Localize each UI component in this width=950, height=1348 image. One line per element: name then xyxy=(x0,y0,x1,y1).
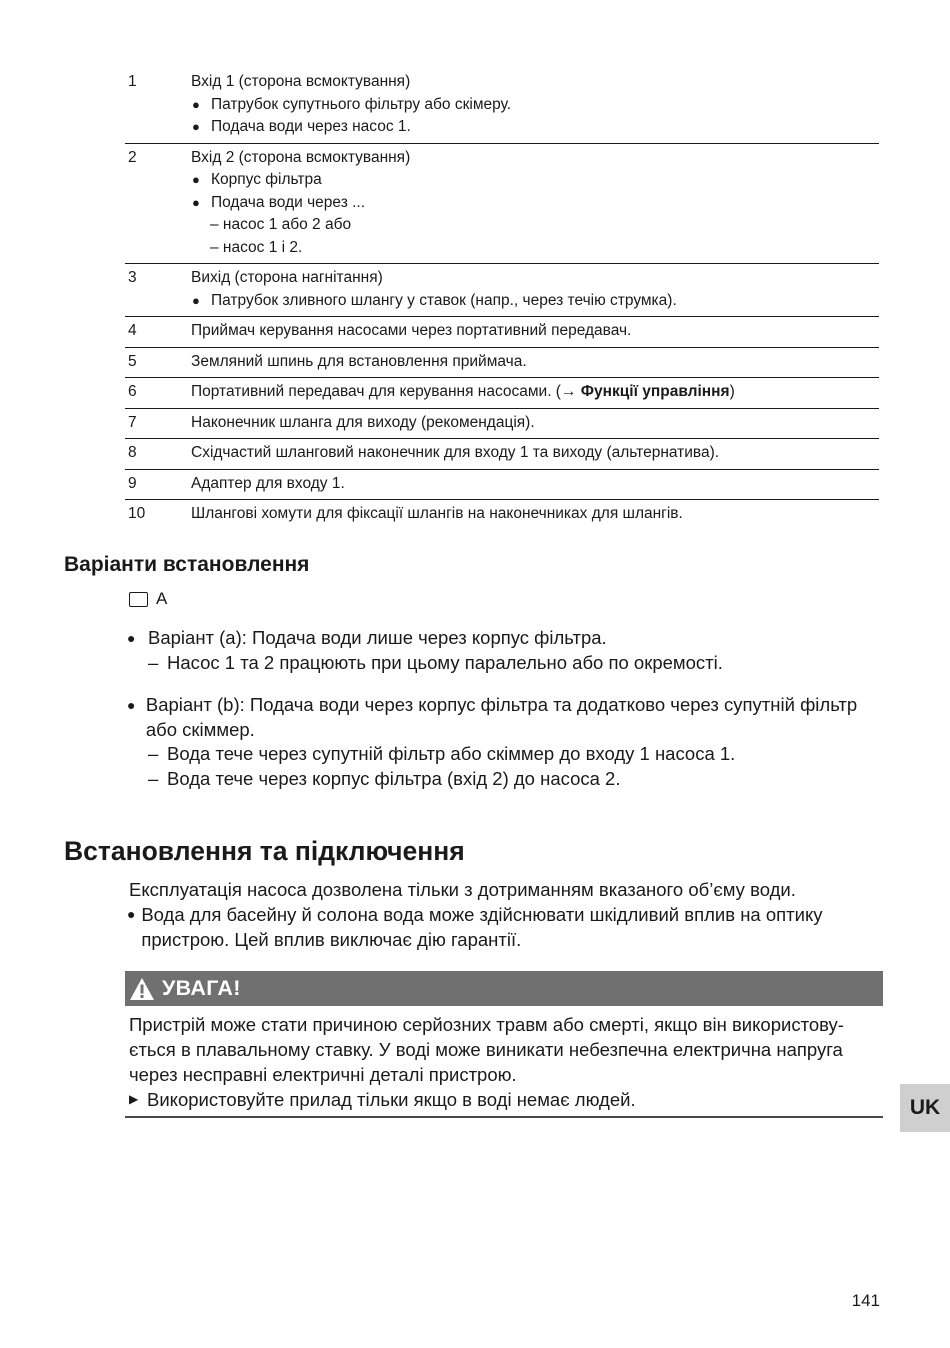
chapter-heading: Встановлення та підключення xyxy=(64,836,465,866)
warning-banner xyxy=(125,971,883,1006)
row-title: Портативний передавач для керування насосами. (→ xyxy=(191,383,581,400)
row-number: 5 xyxy=(128,352,137,370)
row-description: Земляний шпинь для встановлення приймача. xyxy=(191,352,527,370)
table-row xyxy=(125,500,879,530)
table-row xyxy=(125,144,879,265)
sub-item xyxy=(127,651,887,676)
sub-item-text: Вода тече через супутній фільтр або скіммер до входу 1 насоса 1. xyxy=(167,743,736,764)
bullet-text: Подача води через ... xyxy=(211,193,366,211)
section-heading: Варіанти встановлення xyxy=(64,553,310,576)
table-row xyxy=(125,439,879,470)
table-row xyxy=(125,378,879,409)
row-number: 7 xyxy=(128,413,137,431)
bullet-icon: ● xyxy=(192,96,200,112)
table-row xyxy=(125,470,879,501)
language-tab: UK xyxy=(900,1084,950,1132)
sub-item-text: Насос 1 та 2 працюють при цьому паралельно або по окремості. xyxy=(167,651,723,673)
bullet-text: Варіант (a): Подача води лише через корпус фільтра. xyxy=(148,627,607,648)
row-description: Шлангові хомути для фіксації шлангів на наконечниках для шлангів. xyxy=(191,505,683,522)
bullet-text: Подача води через насос 1. xyxy=(211,118,411,135)
table-row xyxy=(125,264,879,317)
cross-reference-link[interactable]: Функції управління xyxy=(580,383,730,400)
bullet-text: Корпус фільтра xyxy=(211,171,322,188)
sub-item xyxy=(127,767,887,792)
dash-item: – насос 1 або 2 або xyxy=(210,216,352,233)
row-number: 4 xyxy=(128,322,137,339)
bullet-text: Вода для басейну й солона вода може здійснювати шкідливий вплив на оптику пристрою. Цей вплив виключає дію гарантії. xyxy=(141,904,823,950)
list-item xyxy=(191,94,879,117)
list-item xyxy=(191,192,879,215)
sub-item-text: Вода тече через корпус фільтра (вхід 2) до насоса 2. xyxy=(167,767,621,789)
row-description: Приймач керування насосами через портативний передавач. xyxy=(191,322,632,339)
row-number: 6 xyxy=(128,383,137,400)
intro-paragraph: Експлуатація насоса дозволена тільки з дотриманням вказаного об’єму води. xyxy=(129,879,796,900)
dash-icon: – xyxy=(148,743,159,764)
list-item xyxy=(127,902,869,952)
row-description: Східчастий шланговий наконечник для входу 1 та виходу (альтернатива). xyxy=(191,444,720,461)
warning-text: Пристрій може стати причиною серйозних травм або смерті, якщо він використову-ється в плавальному ставку. У воді може виникати небезпечна електрична напруга через несправні електричні деталі пристрою. xyxy=(129,1014,844,1085)
bullet-icon: ● xyxy=(192,119,200,134)
row-description: Наконечник шланга для виходу (рекомендація). xyxy=(191,413,535,431)
bullet-text: Варіант (b): Подача води через корпус фільтра та додатково через супутній фільтр або скіммер. xyxy=(145,694,858,740)
figure-icon xyxy=(129,592,148,607)
list-item xyxy=(127,626,887,651)
warning-action-text: Використовуйте прилад тільки якщо в воді немає людей. xyxy=(147,1089,636,1110)
table-row xyxy=(125,409,879,440)
table-row xyxy=(125,317,879,348)
bullet-icon: ● xyxy=(127,630,136,646)
row-description: Адаптер для входу 1. xyxy=(191,474,345,492)
bullet-text: Патрубок супутнього фільтру або скімеру. xyxy=(211,95,512,113)
dash-icon: – xyxy=(148,767,159,789)
list-item xyxy=(191,116,879,139)
variants-list xyxy=(127,626,887,791)
list-item xyxy=(191,290,879,313)
table-row xyxy=(125,348,879,379)
row-description xyxy=(191,71,879,139)
dash-item: – насос 1 і 2. xyxy=(210,238,303,256)
bullet-icon: ● xyxy=(192,172,200,187)
row-description xyxy=(191,147,879,260)
install-body xyxy=(129,877,869,952)
row-number: 8 xyxy=(128,444,137,461)
page-number: 141 xyxy=(851,1291,880,1310)
figure-label: A xyxy=(156,589,168,608)
bullet-icon: ● xyxy=(192,194,200,210)
row-title: Вхід 2 (сторона всмоктування) xyxy=(191,148,411,166)
play-arrow-icon: ▶ xyxy=(129,1092,139,1106)
row-title: Вихід (сторона нагнітання) xyxy=(191,269,383,286)
table-row xyxy=(125,68,879,144)
bullet-icon: ● xyxy=(192,292,200,308)
row-description xyxy=(191,267,879,312)
dash-icon: – xyxy=(148,651,159,673)
list-item xyxy=(191,169,879,192)
warning-title: УВАГА! xyxy=(162,976,241,1000)
figure-reference xyxy=(129,589,167,609)
row-number: 10 xyxy=(128,505,146,522)
list-item xyxy=(127,693,887,742)
row-description xyxy=(191,381,879,404)
row-number: 1 xyxy=(128,73,137,90)
row-title: Вхід 1 (сторона всмоктування) xyxy=(191,73,411,90)
row-number: 9 xyxy=(128,474,137,492)
bullet-icon: ● xyxy=(127,697,136,713)
warning-action xyxy=(129,1087,879,1112)
row-number: 3 xyxy=(128,269,137,286)
bullet-icon: ● xyxy=(127,906,136,922)
divider xyxy=(125,1116,883,1118)
sub-item xyxy=(127,742,887,767)
parts-table xyxy=(125,68,879,530)
row-number: 2 xyxy=(128,148,137,166)
warning-triangle-icon xyxy=(129,977,155,1001)
row-title-end: ) xyxy=(729,383,735,400)
bullet-text: Патрубок зливного шлангу у ставок (напр., через течію струмка). xyxy=(211,291,677,309)
